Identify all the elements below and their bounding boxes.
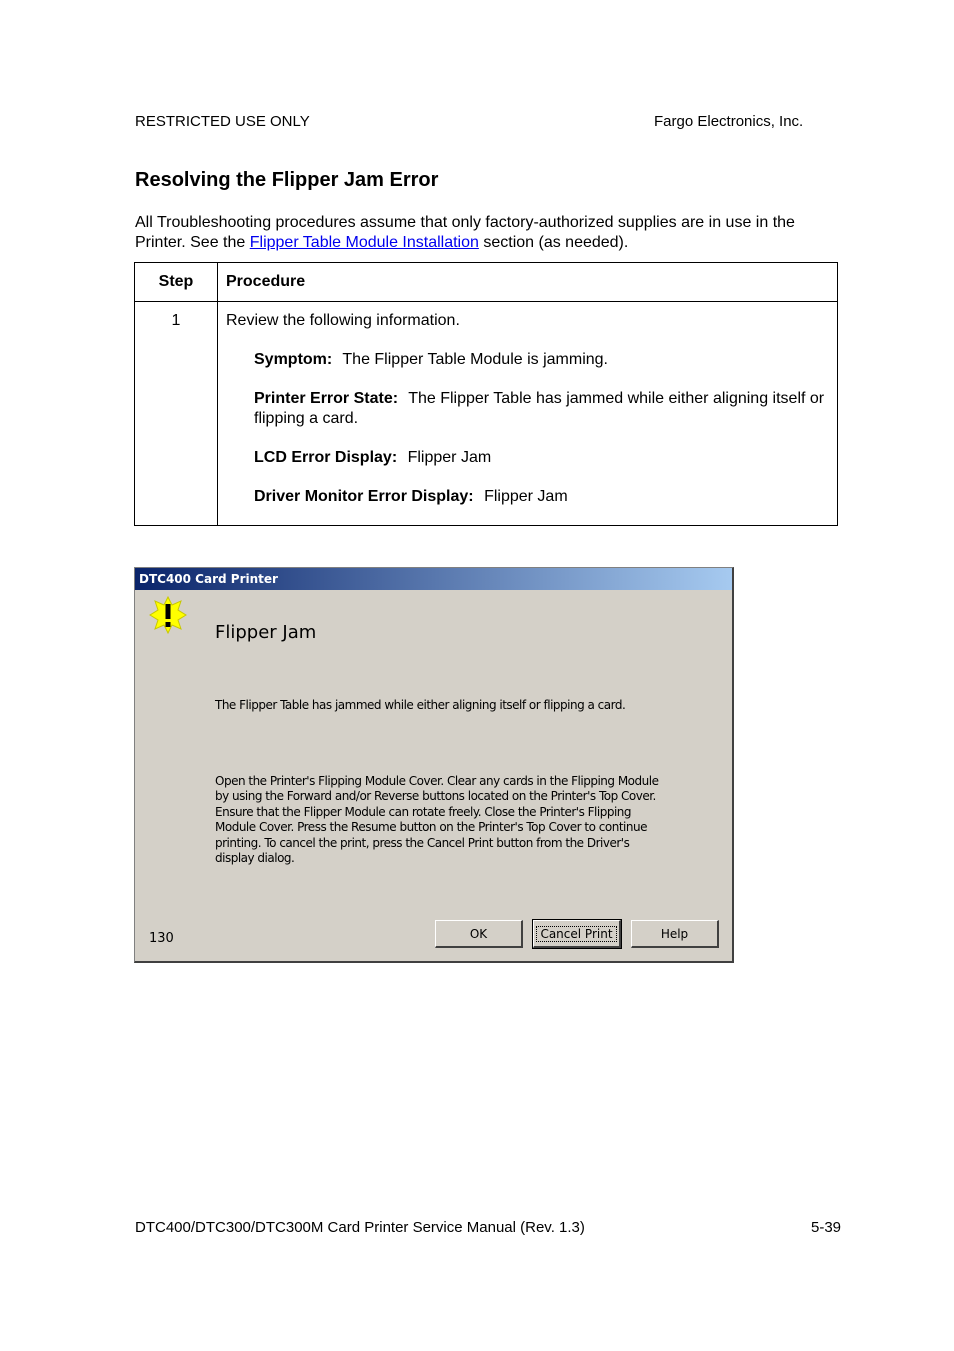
- warning-icon: [149, 596, 187, 634]
- cancel-print-button[interactable]: [533, 920, 621, 948]
- procedure-header: Procedure: [218, 263, 838, 302]
- table-header-row: [135, 263, 838, 302]
- ok-button[interactable]: OK: [435, 920, 523, 948]
- dialog-message: The Flipper Table has jammed while either aligning itself or flipping a card.: [215, 698, 626, 712]
- page-number: 5-39: [811, 1219, 842, 1236]
- footer-left: DTC400/DTC300/DTC300M Card Printer Service Manual (Rev. 1.3): [135, 1219, 585, 1236]
- table-row: [135, 302, 838, 526]
- header-right: Fargo Electronics, Inc.: [654, 113, 804, 130]
- item-label: LCD Error Display:: [254, 449, 398, 466]
- item-value: Flipper Jam: [484, 488, 568, 505]
- item-value: The Flipper Table Module is jamming.: [342, 351, 608, 368]
- driver-monitor-error-item: [254, 487, 829, 507]
- step-number: 1: [135, 302, 218, 526]
- item-value: The Flipper Table has jammed while either aligning itself or flipping a card.: [254, 390, 825, 427]
- error-code: 130: [149, 931, 174, 946]
- error-dialog: [134, 567, 734, 963]
- dialog-instructions: Open the Printer's Flipping Module Cover. Clear any cards in the Flipping Module by using the Forward and/or Reverse buttons located on the Printer's Top Cover. Ensure that the Flipper Module can rotate freely. Close the Printer's Flipping Module Cover. Press the Resume button on the Printer's Top Cover to continue printing. To cancel the print, press the Cancel Print button from the Driver's display dialog.: [215, 774, 659, 866]
- help-button[interactable]: Help: [631, 920, 719, 948]
- procedure-intro: Review the following information.: [226, 312, 460, 329]
- lcd-error-display-item: [254, 448, 829, 468]
- cancel-print-label: Cancel Print: [536, 926, 616, 942]
- step-header: Step: [135, 263, 218, 302]
- header-left: RESTRICTED USE ONLY: [135, 113, 310, 130]
- printer-error-state-item: [254, 389, 829, 429]
- procedure-cell: [218, 302, 838, 526]
- installation-link[interactable]: Flipper Table Module Installation: [249, 234, 479, 251]
- dialog-heading: Flipper Jam: [215, 622, 317, 643]
- symptom-item: [254, 350, 829, 370]
- item-label: Printer Error State:: [254, 390, 399, 407]
- procedure-table: [134, 262, 838, 526]
- intro-paragraph: [135, 213, 835, 253]
- intro-text-after: section (as needed).: [478, 234, 629, 251]
- intro-text-before: All Troubleshooting procedures assume that only factory-authorized supplies are in use in the Printer. See the: [135, 214, 795, 251]
- section-title: Resolving the Flipper Jam Error: [135, 169, 439, 191]
- item-label: Symptom:: [254, 351, 333, 368]
- item-value: Flipper Jam: [407, 449, 492, 466]
- item-label: Driver Monitor Error Display:: [254, 488, 474, 505]
- dialog-title-bar: DTC400 Card Printer: [135, 568, 732, 590]
